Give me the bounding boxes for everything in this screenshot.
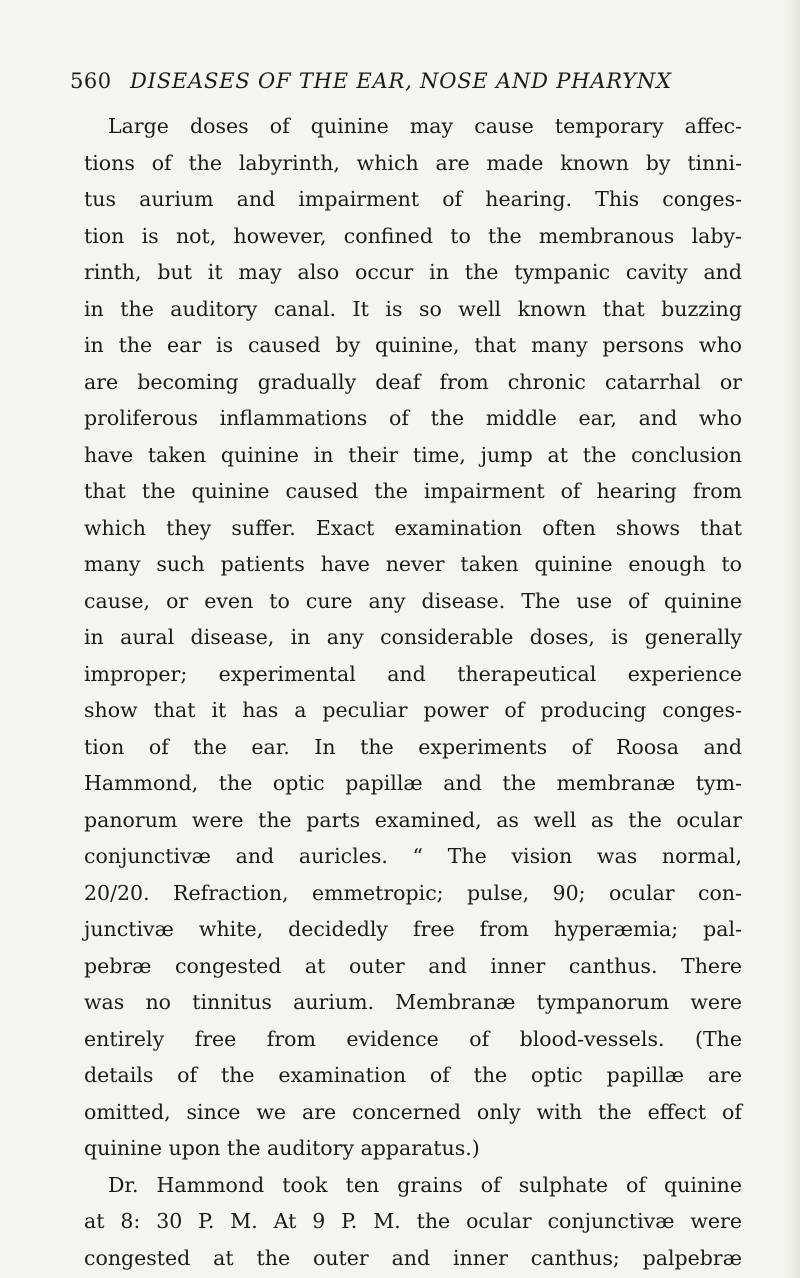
text-line: in aural disease, in any considerable doses, is generally [84, 625, 742, 649]
text-line: which they suffer. Exact examination often shows that [84, 515, 742, 540]
text-line: tion of the ear. In the experiments of Roosa and [84, 734, 742, 759]
text-line: details of the examination of the optic papillæ are [84, 1063, 742, 1087]
text-line: many such patients have never taken quinine enough to [84, 552, 742, 576]
running-title: DISEASES OF THE EAR, NOSE AND PHARYNX [130, 69, 672, 93]
text-line: congested at the outer and inner canthus; palpebræ [84, 1245, 742, 1270]
text-line: in the auditory canal. It is so well known that buzzing [84, 296, 742, 321]
body-text [84, 108, 742, 1276]
text-line: 20/20. Refraction, emmetropic; pulse, 90; ocular con- [84, 880, 742, 905]
text-line: cause, or even to cure any disease. The use of quinine [84, 588, 742, 613]
running-header [70, 66, 730, 96]
text-line: junctivæ white, decidedly free from hyperæmia; pal- [84, 917, 742, 941]
text-line: tions of the labyrinth, which are made known by tinni- [84, 150, 742, 175]
text-line: quinine upon the auditory apparatus.) [84, 1136, 480, 1160]
text-line: tus aurium and impairment of hearing. This conges- [84, 187, 742, 211]
text-line: Dr. Hammond took ten grains of sulphate of quinine [108, 1172, 742, 1197]
page-edge-shadow [786, 0, 800, 1278]
text-line: Large doses of quinine may cause temporary affec- [108, 114, 742, 138]
text-line: was no tinnitus aurium. Membranæ tympanorum were [84, 990, 742, 1014]
text-line: have taken quinine in their time, jump at the conclusion [84, 442, 742, 467]
text-line: improper; experimental and therapeutical experience [84, 661, 742, 686]
text-line: conjunctivæ and auricles. “ The vision was normal, [84, 844, 742, 868]
text-line: entirely free from evidence of blood-vessels. (The [84, 1026, 742, 1051]
text-line: panorum were the parts examined, as well as the ocular [84, 807, 742, 832]
text-line: are becoming gradually deaf from chronic catarrhal or [84, 369, 742, 394]
text-line: tion is not, however, confined to the membranous laby- [84, 223, 742, 248]
text-line: omitted, since we are concerned only with the effect of [84, 1099, 742, 1124]
text-line: pebræ congested at outer and inner canthus. There [84, 953, 742, 978]
text-line: proliferous inflammations of the middle ear, and who [84, 406, 742, 430]
text-line: rinth, but it may also occur in the tympanic cavity and [84, 260, 742, 284]
text-line: Hammond, the optic papillæ and the membranæ tym- [84, 771, 742, 795]
page-number: 560 [70, 69, 112, 93]
text-line: in the ear is caused by quinine, that many persons who [84, 333, 742, 357]
text-line: at 8: 30 P. M. At 9 P. M. the ocular conjunctivæ were [84, 1209, 742, 1233]
text-line: show that it has a peculiar power of producing conges- [84, 698, 742, 722]
text-line: that the quinine caused the impairment of hearing from [84, 479, 742, 503]
